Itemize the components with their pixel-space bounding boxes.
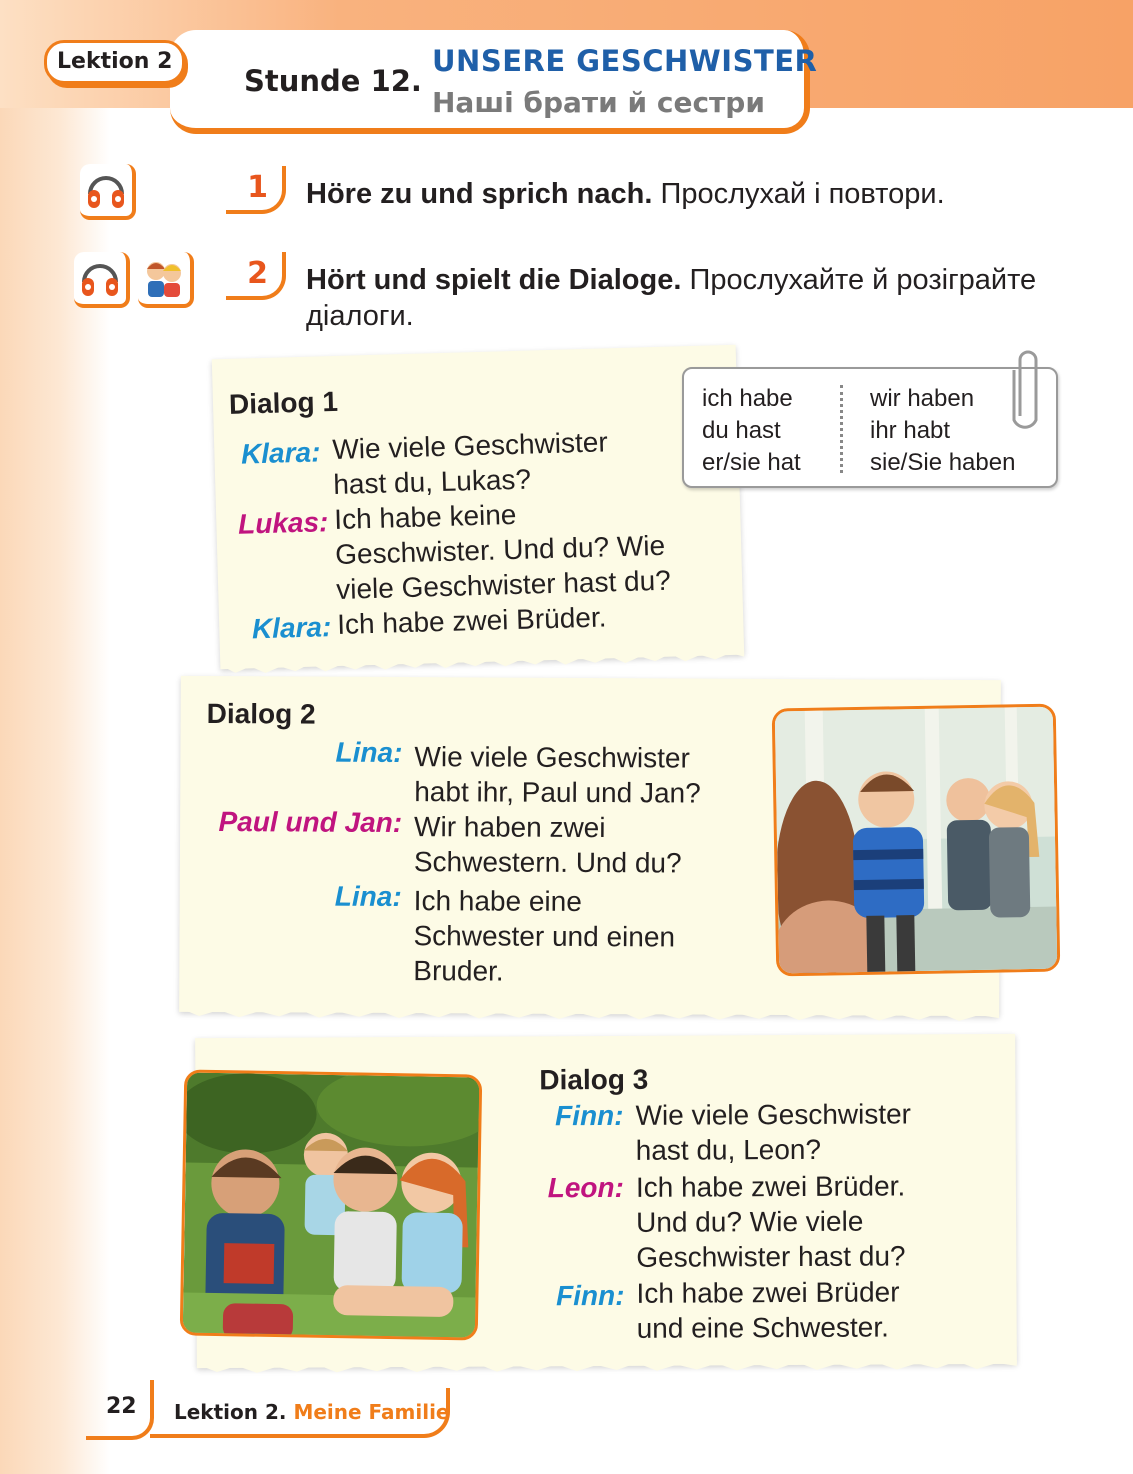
- page-title: UNSERE GESCHWISTER: [432, 44, 818, 78]
- grammar-form: wir haben: [870, 385, 975, 412]
- dialog-line: Ich habe zwei Brüder: [636, 1276, 900, 1309]
- grammar-plural: [870, 383, 1015, 479]
- left-decor-strip: [0, 0, 110, 1474]
- dialog-line: Geschwister. Und du? Wie: [334, 529, 666, 570]
- dialog-title: Dialog 2: [206, 697, 316, 730]
- dialog-line: Und du? Wie viele: [636, 1205, 864, 1238]
- grammar-form: sie/Sie haben: [870, 449, 1016, 476]
- dialog-line: Schwester und einen: [413, 920, 676, 953]
- exercise-instruction: [306, 176, 945, 212]
- dialog-line: Geschwister hast du?: [636, 1240, 906, 1273]
- dialog-line: Bruder.: [413, 955, 504, 987]
- dialog-line: viele Geschwister hast du?: [335, 564, 672, 605]
- speaker-label: Lina:: [335, 736, 403, 769]
- instruction-ua: Прослухайте й розіграйте: [681, 264, 1037, 296]
- page-number: 22: [106, 1394, 137, 1419]
- dialog-line: Ich habe keine: [333, 498, 517, 536]
- dialog-line: Schwestern. Und du?: [413, 846, 682, 879]
- dialog-line: hast du, Leon?: [635, 1133, 822, 1166]
- dialog-line: Ich habe zwei Brüder.: [336, 601, 607, 640]
- headphones-icon[interactable]: [74, 252, 130, 308]
- speaker-label: Lina:: [334, 880, 402, 913]
- instruction-ua-continued: діалоги.: [306, 300, 414, 332]
- paperclip-icon: [1010, 346, 1044, 436]
- speaker-label: Klara:: [240, 436, 321, 470]
- dialog-line: Wie viele Geschwister: [331, 426, 609, 466]
- grammar-box: [682, 367, 1058, 488]
- dialog-1-card: [212, 345, 744, 670]
- dialog-line: Wie viele Geschwister: [414, 741, 690, 774]
- speaker-label: Klara:: [251, 611, 332, 645]
- grammar-form: er/sie hat: [702, 449, 801, 476]
- grammar-form: ich habe: [702, 385, 793, 412]
- children-icon: [138, 252, 194, 308]
- speaker-label: Paul und Jan:: [218, 806, 403, 839]
- footer-topic: Meine Familie: [293, 1400, 450, 1424]
- dialog-line: Ich habe zwei Brüder.: [635, 1170, 906, 1203]
- dialog-line: und eine Schwester.: [636, 1311, 889, 1344]
- footer-lektion: Lektion 2.: [174, 1400, 287, 1424]
- instruction-ua: Прослухай і повтори.: [652, 178, 945, 210]
- instruction-de: Hört und spielt die Dialoge.: [306, 264, 682, 296]
- speaker-label: Lukas:: [237, 506, 329, 540]
- exercise-number: 2: [226, 252, 286, 300]
- footer-chapter: [174, 1400, 450, 1424]
- lektion-badge: Lektion 2: [44, 40, 185, 84]
- grammar-singular: [702, 383, 801, 479]
- dialog-line: hast du, Lukas?: [332, 463, 532, 501]
- dialog-line: Wie viele Geschwister: [635, 1098, 912, 1131]
- dialog-line: Wir haben zwei: [414, 811, 606, 844]
- speaker-label: Finn:: [555, 1099, 624, 1132]
- speaker-label: Leon:: [547, 1171, 625, 1204]
- dialog-title: Dialog 1: [228, 385, 339, 420]
- speaker-label: Finn:: [555, 1279, 625, 1312]
- lesson-number: Stunde 12.: [244, 64, 422, 98]
- dialog-title: Dialog 3: [539, 1063, 649, 1096]
- photo-children-sitting-on-grass: [180, 1069, 483, 1340]
- instruction-de: Höre zu und sprich nach.: [306, 178, 653, 210]
- exercise-instruction: [306, 262, 1036, 298]
- headphones-icon[interactable]: [80, 164, 136, 220]
- dialog-line: Ich habe eine: [413, 885, 582, 917]
- grammar-form: ihr habt: [870, 417, 951, 444]
- photo-children-talking: [772, 704, 1061, 977]
- grammar-form: du hast: [702, 417, 781, 444]
- page-subtitle: Наші брати й сестри: [432, 86, 765, 119]
- exercise-number: 1: [226, 166, 286, 214]
- dialog-line: habt ihr, Paul und Jan?: [414, 776, 701, 809]
- grammar-divider: [840, 385, 843, 473]
